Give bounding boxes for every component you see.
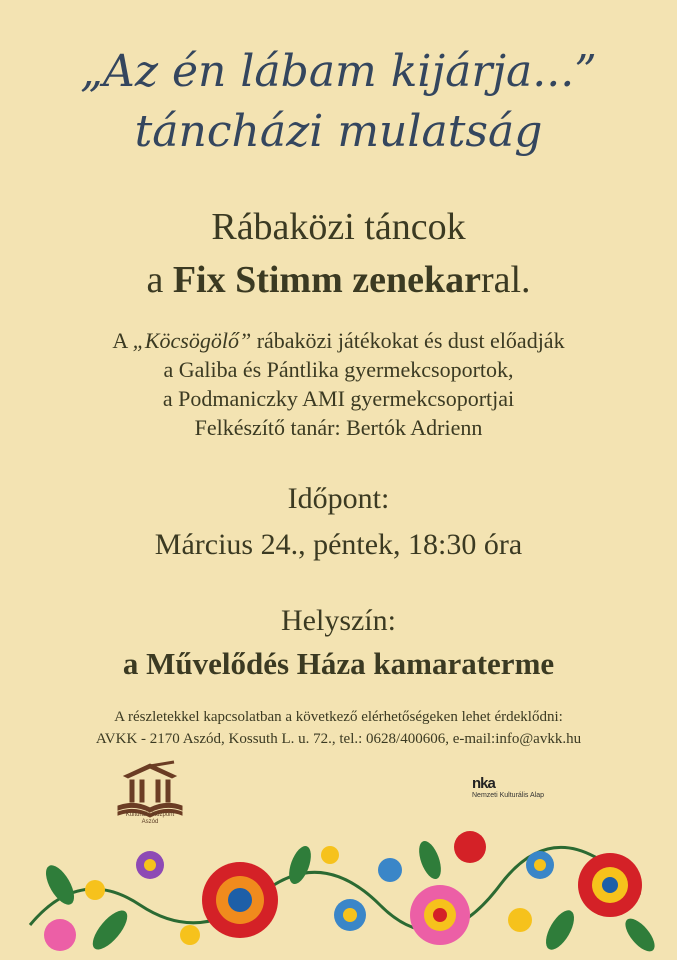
performers-post: rábaközi játékokat és dust előadják xyxy=(251,328,565,353)
cultural-center-text-1: Kulturális Központ xyxy=(125,812,175,818)
subtitle-pre: a xyxy=(146,259,173,301)
performers-line-3: a Podmaniczky AMI gyermekcsoportjai xyxy=(162,386,515,411)
where-value: a Művelődés Háza kamaraterme xyxy=(122,646,555,681)
band-name: Fix Stimm zenekar xyxy=(172,259,481,301)
leaf-icon xyxy=(40,838,659,956)
subtitle-line-1: Rábaközi táncok xyxy=(211,206,466,248)
nka-mark: nka xyxy=(472,775,495,792)
where-label: Helyszín: xyxy=(281,604,396,637)
info-line-1: A részletekkel kapcsolatban a következő elérhetőségeken lehet érdeklődni: xyxy=(114,709,563,725)
performers-pre: A xyxy=(112,328,133,353)
nka-logo xyxy=(472,775,592,805)
performers-line-1 xyxy=(0,326,677,355)
nka-name: Nemzeti Kulturális Alap xyxy=(472,792,544,799)
subtitle-post: ral. xyxy=(480,259,531,301)
cultural-center-logo xyxy=(110,760,190,820)
when-value: Március 24., péntek, 18:30 óra xyxy=(154,528,523,561)
cultural-center-logo-text xyxy=(100,812,200,826)
play-title: „Köcsögölő” xyxy=(132,328,252,353)
floral-embroidery-border xyxy=(0,825,677,960)
cultural-center-text-2: Aszód xyxy=(141,819,159,825)
title-line-2: táncházi mulatság xyxy=(134,106,543,157)
subtitle-line-2 xyxy=(0,258,677,302)
blue-flower-icon xyxy=(136,851,554,931)
when-label: Időpont: xyxy=(287,482,390,515)
performers-line-2: a Galiba és Pántlika gyermekcsoportok, xyxy=(163,357,514,382)
performers-line-4: Felkészítő tanár: Bertók Adrienn xyxy=(194,415,483,440)
title-line-1: „Az én lábam kijárja...” xyxy=(80,46,597,97)
info-line-2: AVKK - 2170 Aszód, Kossuth L. u. 72., tel.: 0628/400606, e-mail:info@avkk.hu xyxy=(95,731,582,747)
